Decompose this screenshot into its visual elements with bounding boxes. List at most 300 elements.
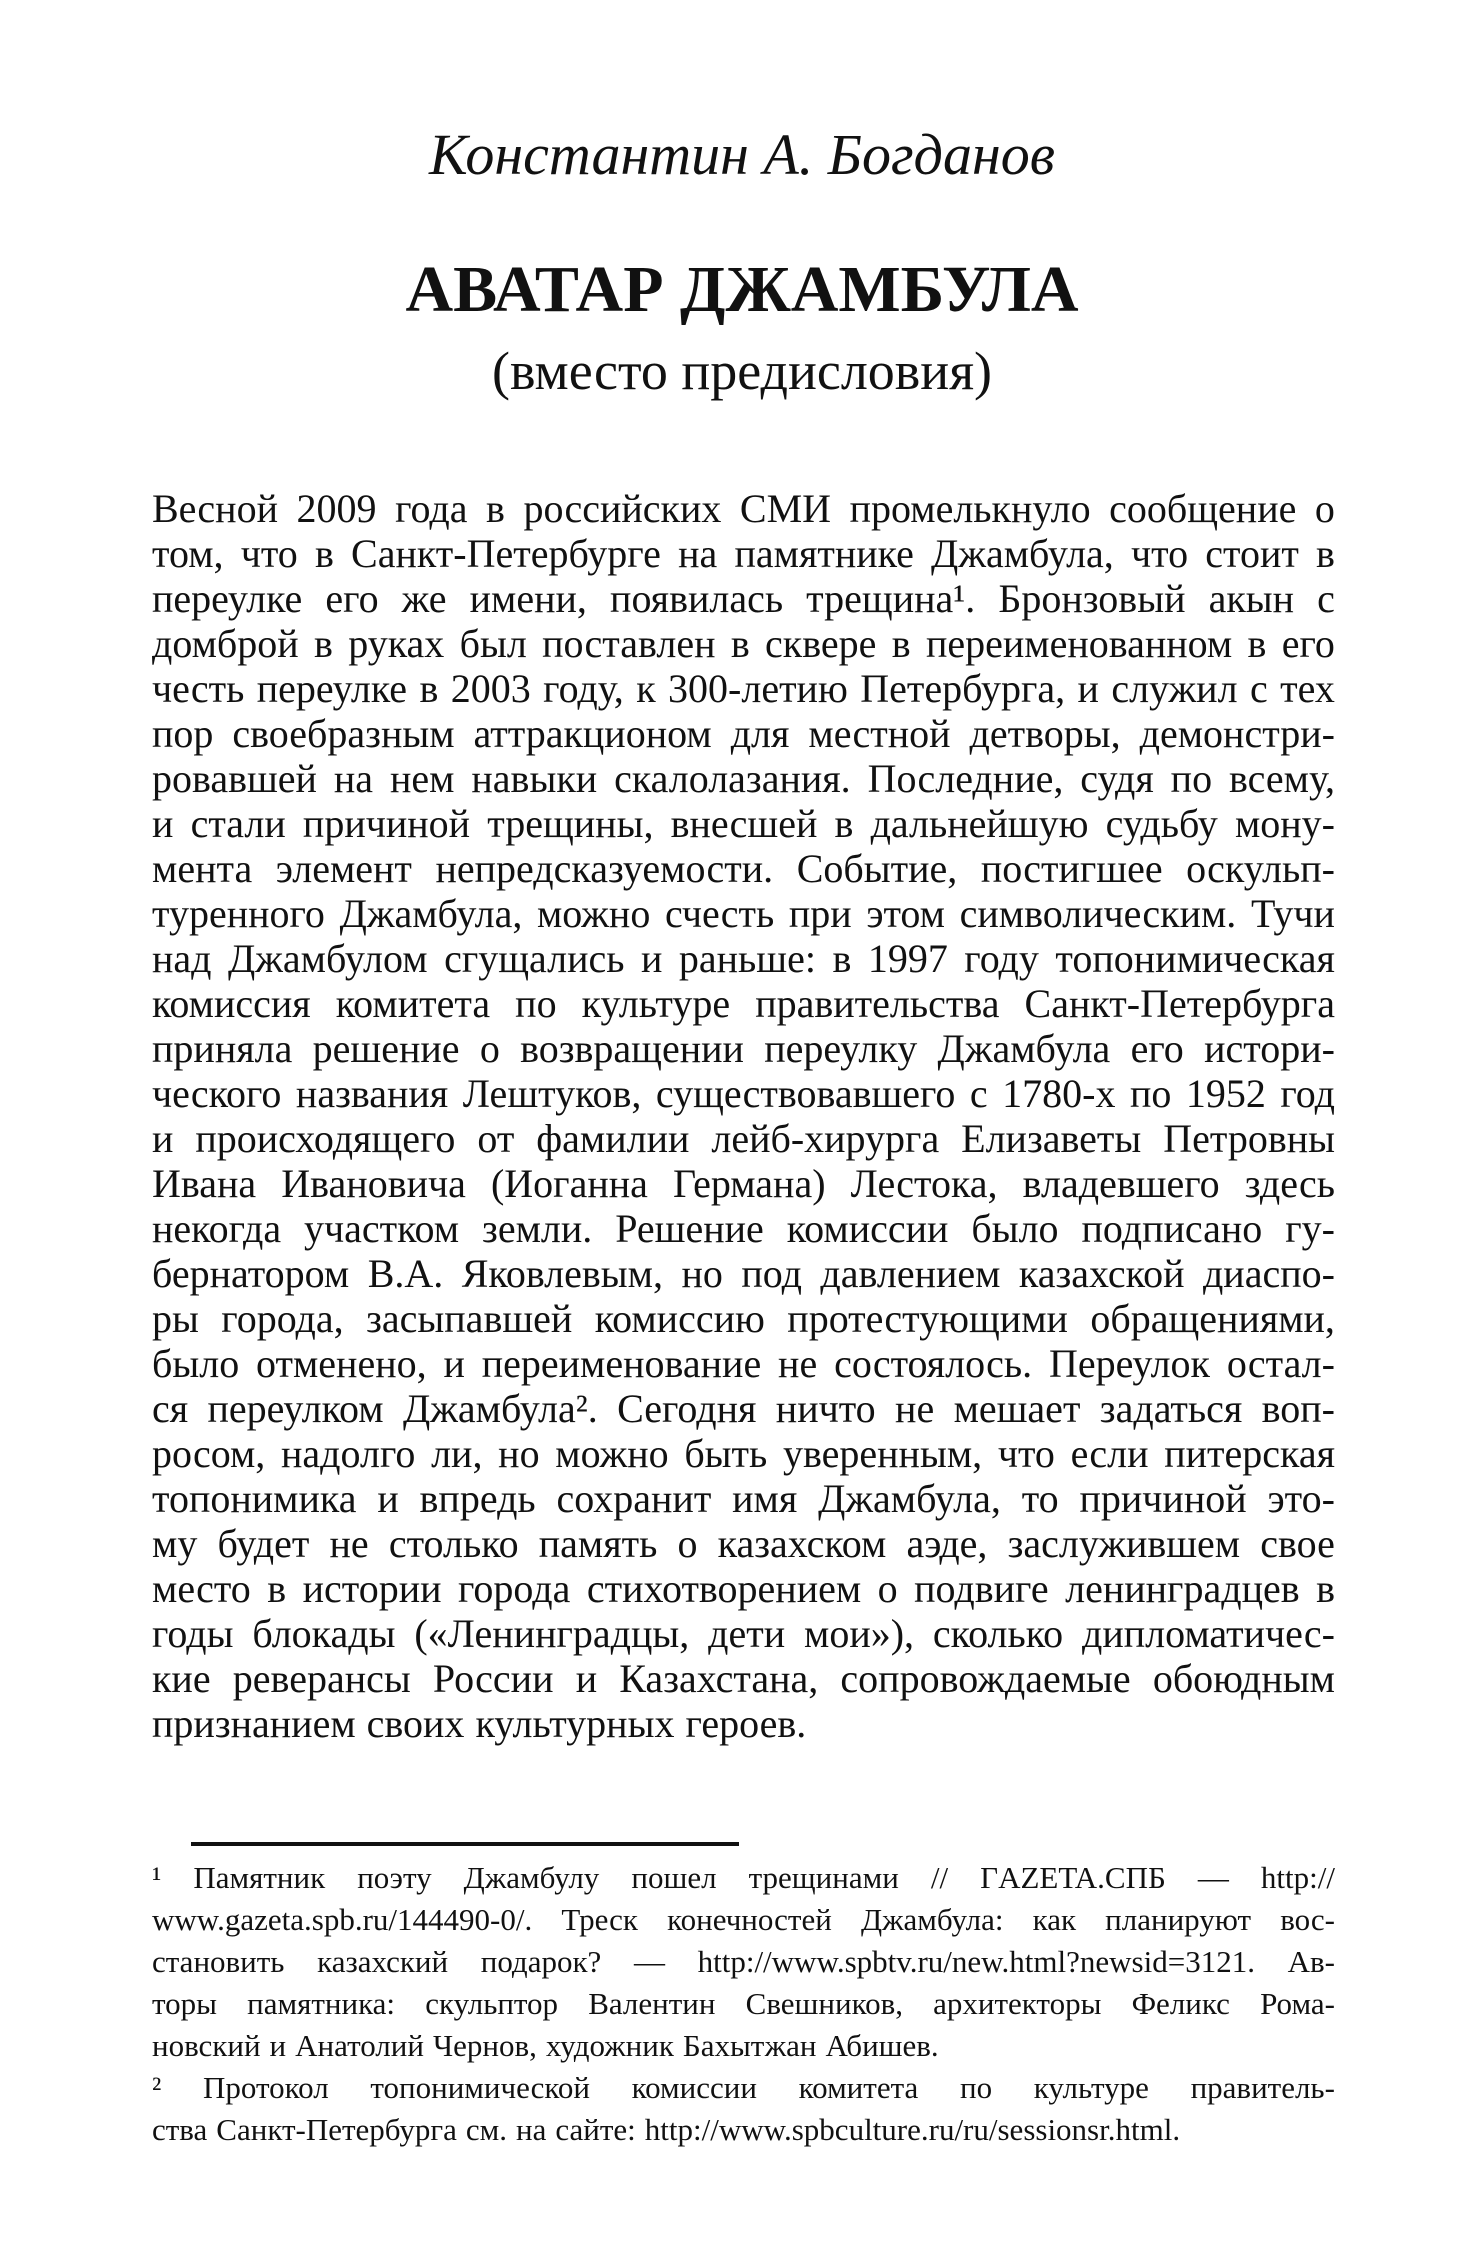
body-line [152, 846, 1335, 891]
word: уверенным, [782, 1431, 983, 1476]
word: кие [152, 1656, 211, 1701]
word: истории [302, 1566, 442, 1611]
word: том, [152, 531, 224, 576]
word: переименованном [925, 621, 1233, 666]
word: Петербурга, [860, 666, 1066, 711]
word: и [640, 936, 663, 981]
word: ли, [431, 1431, 483, 1476]
word: Решение [615, 1206, 764, 1251]
word: правительства [755, 981, 1000, 1026]
word: то [1021, 1476, 1059, 1521]
word: о [1314, 486, 1335, 531]
word: на [516, 2112, 547, 2147]
word: промелькнуло [849, 486, 1091, 531]
word: с [969, 1071, 988, 1116]
word: сколько [932, 1611, 1064, 1656]
word: воп- [1261, 1386, 1335, 1431]
word: внесшей [670, 801, 818, 846]
body-line [152, 1431, 1335, 1476]
word: своебразным [232, 711, 455, 756]
word: истори- [1204, 1026, 1335, 1071]
word: акын [1208, 576, 1295, 621]
word: но [681, 1251, 723, 1296]
word: Джамбула, [818, 1476, 1001, 1521]
word: в [486, 486, 505, 531]
word: и [152, 801, 174, 846]
word: году [964, 936, 1039, 981]
word: память [538, 1521, 658, 1566]
word: Бахытжан [682, 2028, 817, 2063]
word: столько [388, 1521, 519, 1566]
footnote-line [152, 2109, 1335, 2151]
word: от [477, 1116, 515, 1161]
word: ГAZETA.СПБ [980, 1860, 1166, 1895]
word: имени, [469, 576, 587, 621]
word: происходящего [195, 1116, 456, 1161]
word: о [677, 1521, 698, 1566]
word: было [971, 1206, 1059, 1251]
word: // [930, 1860, 949, 1895]
word: http:// [1260, 1860, 1335, 1895]
word: обоюдным [1152, 1656, 1335, 1701]
word: здесь [1244, 1161, 1335, 1206]
word: честь [152, 666, 245, 711]
word: Петровны [1163, 1116, 1335, 1161]
chapter-title: АВАТАР ДЖАМБУЛА [405, 253, 1079, 326]
word: владевшего [1022, 1161, 1220, 1206]
word: Свешников, [745, 1986, 903, 2021]
word: конечностей [667, 1902, 832, 1937]
word: Санкт-Петербурге [351, 531, 661, 576]
word: свое [1260, 1521, 1335, 1566]
word: причиной [302, 801, 471, 846]
body-line [152, 1521, 1335, 1566]
word: переулке [152, 576, 303, 621]
word: стоит [1205, 531, 1299, 576]
word: но [498, 1431, 540, 1476]
word: если [1070, 1431, 1149, 1476]
word: судя [1080, 756, 1154, 801]
body-line [152, 486, 1335, 531]
word: стали [190, 801, 286, 846]
word: демонстри- [1139, 711, 1335, 756]
word: раньше: [678, 936, 816, 981]
word: как [1032, 1902, 1077, 1937]
word: годы [152, 1611, 234, 1656]
footnote-line [152, 1899, 1335, 1941]
word: Чернов, [432, 2028, 537, 2063]
word: о [479, 1026, 500, 1071]
word: имя [732, 1476, 798, 1521]
word: му [152, 1521, 198, 1566]
word: возвращении [520, 1026, 744, 1071]
word: обращениями, [1090, 1296, 1335, 1341]
word: детворы, [969, 711, 1121, 756]
word: в [314, 531, 334, 576]
word: стихотворением [586, 1566, 862, 1611]
word: своих [366, 1701, 465, 1746]
word: 1997 [867, 936, 948, 981]
word: дальнейшую [870, 801, 1089, 846]
word: см. [465, 2112, 508, 2147]
word: причиной [1079, 1476, 1247, 1521]
chapter-subtitle: (вместо предисловия) [491, 341, 993, 401]
word: задаться [1099, 1386, 1243, 1431]
word: Переулок [1048, 1341, 1210, 1386]
word: трещина¹. [806, 576, 976, 621]
word: не [895, 1386, 935, 1431]
word: надолго [281, 1431, 416, 1476]
word: и [1077, 666, 1099, 711]
word: Весной [152, 486, 278, 531]
word: сквере [765, 621, 877, 666]
word: земли. [482, 1206, 593, 1251]
body-line [152, 1296, 1335, 1341]
word: постигшее [980, 846, 1163, 891]
body-line [152, 1161, 1335, 1206]
word: руках [348, 621, 445, 666]
word: ленинградцев [1065, 1566, 1300, 1611]
word: для [730, 711, 790, 756]
word: ровавшей [152, 756, 317, 801]
word: по [515, 981, 557, 1026]
word: 300-летию [668, 666, 848, 711]
body-line [152, 1116, 1335, 1161]
word: давлением [820, 1251, 1001, 1296]
word: переулке [256, 666, 408, 711]
word: символическим. [959, 891, 1237, 936]
word: ничто [775, 1386, 876, 1431]
word: Лестока, [850, 1161, 998, 1206]
word: по [1129, 1071, 1172, 1116]
word: трещины, [487, 801, 654, 846]
word: в [1316, 1566, 1335, 1611]
word: Анатолий [295, 2028, 424, 2063]
body-line [152, 1341, 1335, 1386]
word: топонимическая [1055, 936, 1335, 981]
word: топонимической [370, 2070, 590, 2105]
word: героев. [685, 1701, 807, 1746]
word: скульптор [425, 1986, 559, 2021]
word: казахском [717, 1521, 887, 1566]
body-line [152, 801, 1335, 846]
word: питерская [1164, 1431, 1335, 1476]
word: лейб-хирурга [711, 1116, 940, 1161]
word: Феликс [1131, 1986, 1230, 2021]
word: становить [152, 1944, 285, 1979]
footnote-line [152, 1857, 1335, 1899]
word: казахский [317, 1944, 449, 1979]
body-line [152, 1476, 1335, 1521]
word: памятника: [247, 1986, 396, 2021]
word: в [1316, 531, 1335, 576]
body-line [152, 1026, 1335, 1071]
word: комиссию [594, 1296, 765, 1341]
word: и [575, 1656, 598, 1701]
word: в [1247, 621, 1267, 666]
word: это- [1267, 1476, 1335, 1521]
word: России [432, 1656, 554, 1701]
word: в [832, 936, 852, 981]
body-line [152, 891, 1335, 936]
word: — [1197, 1860, 1229, 1895]
word: в [834, 801, 854, 846]
word: переулку [764, 1026, 918, 1071]
word: Валентин [588, 1986, 716, 2021]
word: поставлен [542, 621, 716, 666]
word: с [1317, 576, 1335, 621]
body-line [152, 576, 1335, 621]
word: пор [152, 711, 214, 756]
word: Абишев. [825, 2028, 939, 2063]
word: подарок? [480, 1944, 602, 1979]
word: (Иоганна [490, 1161, 648, 1206]
body-line [152, 666, 1335, 711]
word: сохранит [556, 1476, 712, 1521]
word: переименование [481, 1341, 762, 1386]
word: Лештуков, [462, 1071, 642, 1116]
word: приняла [152, 1026, 293, 1071]
word: Ав- [1287, 1944, 1335, 1979]
word: ры [152, 1296, 199, 1341]
word: не [329, 1521, 369, 1566]
word: протестующими [787, 1296, 1068, 1341]
body-line [152, 1071, 1335, 1116]
word: ства [152, 2112, 208, 2147]
word: сопровождаемые [840, 1656, 1131, 1701]
word: и [152, 1116, 174, 1161]
word: художник [545, 2028, 674, 2063]
word: решение [312, 1026, 460, 1071]
author-name: Константин А. Богданов [429, 122, 1055, 187]
word: элемент [275, 846, 412, 891]
word: Джамбула, [931, 531, 1114, 576]
word: же [401, 576, 447, 621]
word: Событие, [796, 846, 958, 891]
word: планируют [1105, 1902, 1252, 1937]
word: сайте: [555, 2112, 636, 2147]
word: сгущались [444, 936, 625, 981]
word: туренного [152, 891, 325, 936]
word: некогда [152, 1206, 282, 1251]
word: Бронзовый [998, 576, 1186, 621]
word: ² [152, 2070, 162, 2105]
word: в [419, 666, 439, 711]
word: 2009 [296, 486, 377, 531]
word: культуре [1033, 2070, 1149, 2105]
word: судьбу [1105, 801, 1218, 846]
word: трещинами [748, 1860, 899, 1895]
word: засыпавшей [366, 1296, 573, 1341]
word: новский [152, 2028, 261, 2063]
word: http://www.spbculture.ru/ru/sessionsr.html. [644, 2112, 1181, 2147]
word: комиссии [786, 1206, 949, 1251]
word: всему, [1229, 756, 1335, 801]
body-line [152, 621, 1335, 666]
word: нем [389, 756, 455, 801]
word: названия [295, 1071, 449, 1116]
body-line [152, 1656, 1335, 1701]
word: заслужившем [1007, 1521, 1241, 1566]
word: Джамбулу [463, 1860, 600, 1895]
word: гу- [1285, 1206, 1335, 1251]
word: комиссия [152, 981, 311, 1026]
word: к [636, 666, 656, 711]
word: на [333, 756, 374, 801]
word: росом, [152, 1431, 266, 1476]
word: Джамбула². [402, 1386, 598, 1431]
body-line [152, 1251, 1335, 1296]
word: российских [523, 486, 722, 531]
word: появилась [610, 576, 784, 621]
word: был [459, 621, 527, 666]
word: казахской [1018, 1251, 1185, 1296]
word: памятнике [734, 531, 914, 576]
word: ¹ [152, 1860, 162, 1895]
word: местной [808, 711, 951, 756]
word: быть [684, 1431, 768, 1476]
footnote-line [152, 1941, 1335, 1983]
word: скалолазания. [614, 756, 851, 801]
word: культуре [581, 981, 731, 1026]
word: В.А. [367, 1251, 444, 1296]
word: 2003 [450, 666, 531, 711]
word: можно [555, 1431, 669, 1476]
word: Последние, [867, 756, 1064, 801]
word: ся [152, 1386, 189, 1431]
word: служил [1111, 666, 1238, 711]
word: бернатором [152, 1251, 350, 1296]
word: Санкт-Петербурга [1024, 981, 1335, 1026]
word: при [788, 891, 852, 936]
word: и [443, 1341, 465, 1386]
word: его [325, 576, 379, 621]
word: комитета [798, 2070, 919, 2105]
word: мешает [953, 1386, 1081, 1431]
word: будет [217, 1521, 310, 1566]
word: его [1281, 621, 1335, 666]
word: отменено, [256, 1341, 427, 1386]
word: участком [304, 1206, 460, 1251]
word: год [1280, 1071, 1335, 1116]
word: что [997, 1431, 1055, 1476]
word: мои»), [804, 1611, 915, 1656]
body-line [152, 1611, 1335, 1656]
word: блокады [252, 1611, 396, 1656]
word: было [152, 1341, 240, 1386]
word: — [633, 1944, 665, 1979]
word: оскульп- [1186, 846, 1335, 891]
word: www.gazeta.spb.ru/144490-0/. [152, 1902, 533, 1937]
word: году, [543, 666, 624, 711]
word: что [240, 531, 298, 576]
word: СМИ [739, 486, 832, 531]
word: Джамбулом [228, 936, 428, 981]
body-line [152, 1206, 1335, 1251]
word: мону- [1234, 801, 1335, 846]
body-line [152, 531, 1335, 576]
word: что [1131, 531, 1189, 576]
word: Джамбула, [339, 891, 523, 936]
word: и [377, 1476, 399, 1521]
word: впредь [419, 1476, 536, 1521]
word: поэту [357, 1860, 432, 1895]
word: дипломатичес- [1082, 1611, 1335, 1656]
word: можно [536, 891, 651, 936]
word: года [395, 486, 468, 531]
word: города [458, 1566, 571, 1611]
word: по [959, 2070, 993, 2105]
body-line [152, 756, 1335, 801]
word: с [1249, 666, 1268, 711]
body-line [152, 1566, 1335, 1611]
word: Санкт-Петербурга [216, 2112, 457, 2147]
body-line [152, 1386, 1335, 1431]
word: реверансы [232, 1656, 411, 1701]
word: фамилии [536, 1116, 690, 1161]
word: мента [152, 846, 253, 891]
word: ческого [152, 1071, 282, 1116]
word: Казахстана, [619, 1656, 819, 1701]
word: навыки [471, 756, 598, 801]
word: дети [708, 1611, 786, 1656]
word: в [267, 1566, 287, 1611]
word: правитель- [1190, 2070, 1335, 2105]
word: место [152, 1566, 251, 1611]
word: Рома- [1260, 1986, 1335, 2021]
word: Ивановича [281, 1161, 466, 1206]
word: в [730, 621, 750, 666]
footnote-line [152, 2025, 1335, 2067]
footnotes [152, 1857, 1335, 2151]
word: Протокол [203, 2070, 329, 2105]
word: под [741, 1251, 802, 1296]
word: Тучи [1250, 891, 1335, 936]
word: Джамбула [937, 1026, 1111, 1071]
word: топонимика [152, 1476, 357, 1521]
word: аттракционом [473, 711, 712, 756]
body-line [152, 711, 1335, 756]
word: на [678, 531, 718, 576]
word: 1780-х [1002, 1071, 1116, 1116]
word: счесть [664, 891, 775, 936]
footnote-separator [191, 1842, 739, 1846]
word: Яковлевым, [461, 1251, 663, 1296]
footnote-line [152, 2067, 1335, 2109]
word: домброй [152, 621, 299, 666]
word: 1952 [1185, 1071, 1266, 1116]
word: Германа) [673, 1161, 826, 1206]
word: признанием [152, 1701, 356, 1746]
word: («Ленинградцы, [414, 1611, 690, 1656]
word: культурных [475, 1701, 675, 1746]
word: его [1130, 1026, 1184, 1071]
body-line [152, 1701, 1335, 1746]
body-line [152, 981, 1335, 1026]
word: аэде, [906, 1521, 988, 1566]
word: существовавшего [655, 1071, 956, 1116]
word: подписано [1081, 1206, 1263, 1251]
word: Треск [561, 1902, 638, 1937]
word: остал- [1226, 1341, 1335, 1386]
word: состоялось. [834, 1341, 1033, 1386]
word: подвиге [914, 1566, 1049, 1611]
word: переулком [207, 1386, 384, 1431]
word: Елизаветы [961, 1116, 1142, 1161]
word: и [269, 2028, 287, 2063]
word: в [891, 621, 911, 666]
word: комитета [335, 981, 491, 1026]
